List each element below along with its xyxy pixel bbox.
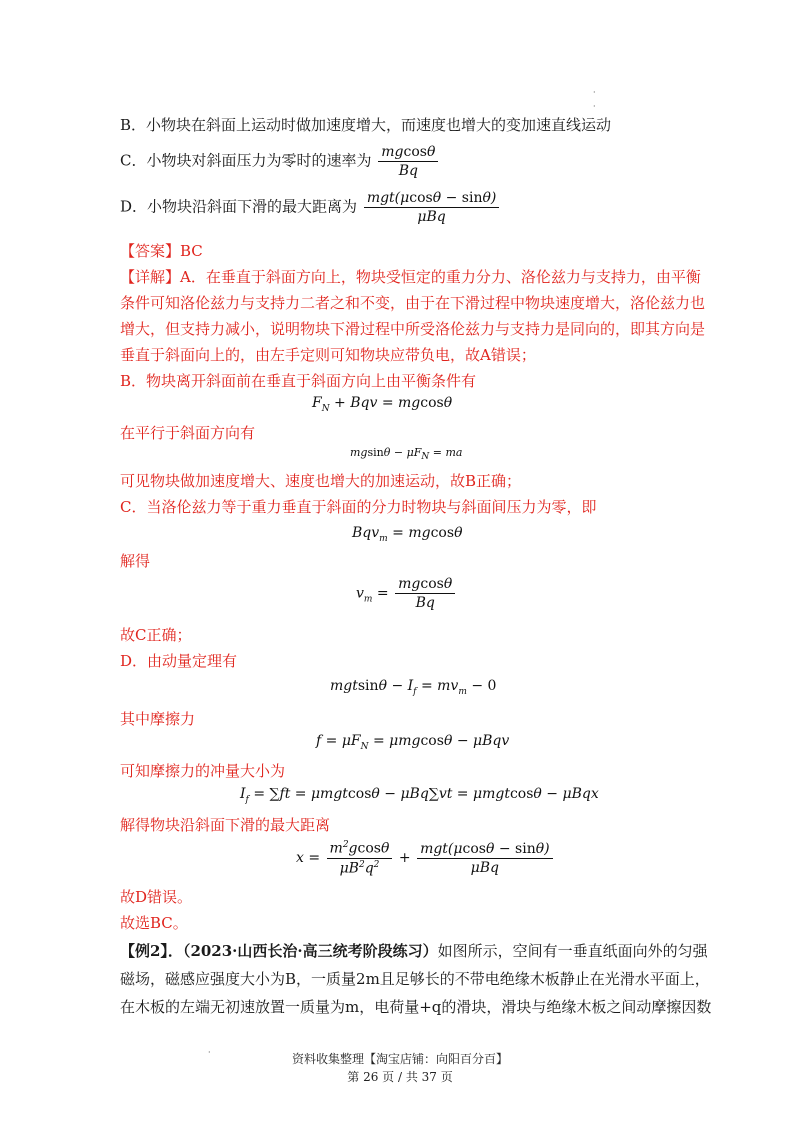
parallel-text: 在平行于斜面方向有	[120, 424, 256, 442]
equation-vm: $v_m$ = $\frac{mgcos\theta}{Bq}$	[356, 576, 457, 611]
option-d-text: D．小物块沿斜面下滑的最大距离为	[120, 197, 358, 216]
equation-balance: $F_N$ + Bqv = mgcosθ	[312, 395, 453, 414]
corner-mark: ·	[593, 102, 596, 111]
b-conclusion: 可见物块做加速度增大、速度也增大的加速运动，故B正确；	[120, 472, 522, 490]
page-number: 第 26 页 / 共 37 页	[347, 1070, 453, 1084]
option-c-text: C．小物块对斜面压力为零时的速率为	[120, 151, 372, 170]
corner-mark: ·	[593, 88, 596, 97]
option-c-formula: $\frac{mgcos\theta}{Bq}$	[378, 144, 438, 179]
equation-momentum: $mgtsin\theta - I_f = mv_m - 0$	[330, 678, 497, 697]
choose-text: 故选BC。	[120, 914, 188, 932]
footer-source: 资料收集整理【淘宝店铺：向阳百分百】	[291, 1052, 508, 1066]
c-conclusion: 故C正确；	[120, 626, 192, 644]
explain-line-2: 条件可知洛伦兹力与支持力二者之和不变，由于在下滑过程中物块速度增大，洛伦兹力也	[120, 294, 706, 312]
c-intro: C．当洛伦兹力等于重力垂直于斜面的分力时物块与斜面间压力为零，即	[120, 498, 597, 516]
option-b: B．小物块在斜面上运动时做加速度增大，而速度也增大的变加速直线运动	[120, 116, 612, 134]
explain-line-5: B．物块离开斜面前在垂直于斜面方向上由平衡条件有	[120, 372, 477, 390]
example-line-3: 在木板的左端无初速放置一质量为m，电荷量+q的滑块，滑块与绝缘木板之间动摩擦因数	[120, 998, 712, 1016]
footer-dot: ·	[208, 1048, 211, 1057]
impulse-text: 可知摩擦力的冲量大小为	[120, 762, 286, 780]
example-line-2: 磁场，磁感应强度大小为B，一质量2m且足够长的不带电绝缘木板静止在光滑水平面上，	[120, 970, 710, 988]
option-d-formula: $\frac{\text{mgt(μcosθ − sinθ)}}{\text{μBq}}$	[364, 190, 500, 225]
equation-friction: $f = \mu F_N = \mu mgcos\theta - \mu Bqv$	[316, 733, 510, 752]
explain-line-1: 【详解】A．在垂直于斜面方向上，物块受恒定的重力分力、洛伦兹力与支持力，由平衡	[120, 268, 701, 286]
distance-text: 解得物块沿斜面下滑的最大距离	[120, 816, 331, 834]
explain-line-4: 垂直于斜面向上的，由左手定则可知物块应带负电，故A错误；	[120, 346, 536, 364]
equation-c: Bqv$_m$ = mgcosθ	[352, 525, 463, 544]
explain-line-3: 增大，但支持力减小，说明物块下滑过程中所受洛伦兹力与支持力是同向的，即其方向是	[120, 320, 706, 338]
equation-parallel: $mgsin\theta - \mu F_N$ = ma	[350, 446, 463, 463]
d-conclusion: 故D错误。	[120, 888, 193, 906]
friction-text: 其中摩擦力	[120, 710, 196, 728]
d-intro: D．由动量定理有	[120, 652, 238, 670]
option-d	[120, 190, 501, 225]
example-tag: 【例2】．（2023·山西长治·高三统考阶段练习）	[120, 942, 438, 960]
example-line-1	[120, 938, 708, 965]
answer: 【答案】BC	[120, 242, 203, 260]
example-text-1: 如图所示，空间有一垂直纸面向外的匀强	[437, 942, 708, 960]
option-c	[120, 144, 440, 179]
solve-text: 解得	[120, 552, 151, 570]
equation-impulse: $I_f = \sum ft = \mu mgtcos\theta - \mu Bq\sum vt = \mu mgtcos\theta - \mu Bqx$	[240, 786, 599, 805]
equation-distance: x = $\frac{m^2gcos\theta}{\mu B^2q^2}$ + $\frac{\text{mgt(μcosθ − sinθ)}}{\text{μBq}}$	[296, 840, 555, 876]
